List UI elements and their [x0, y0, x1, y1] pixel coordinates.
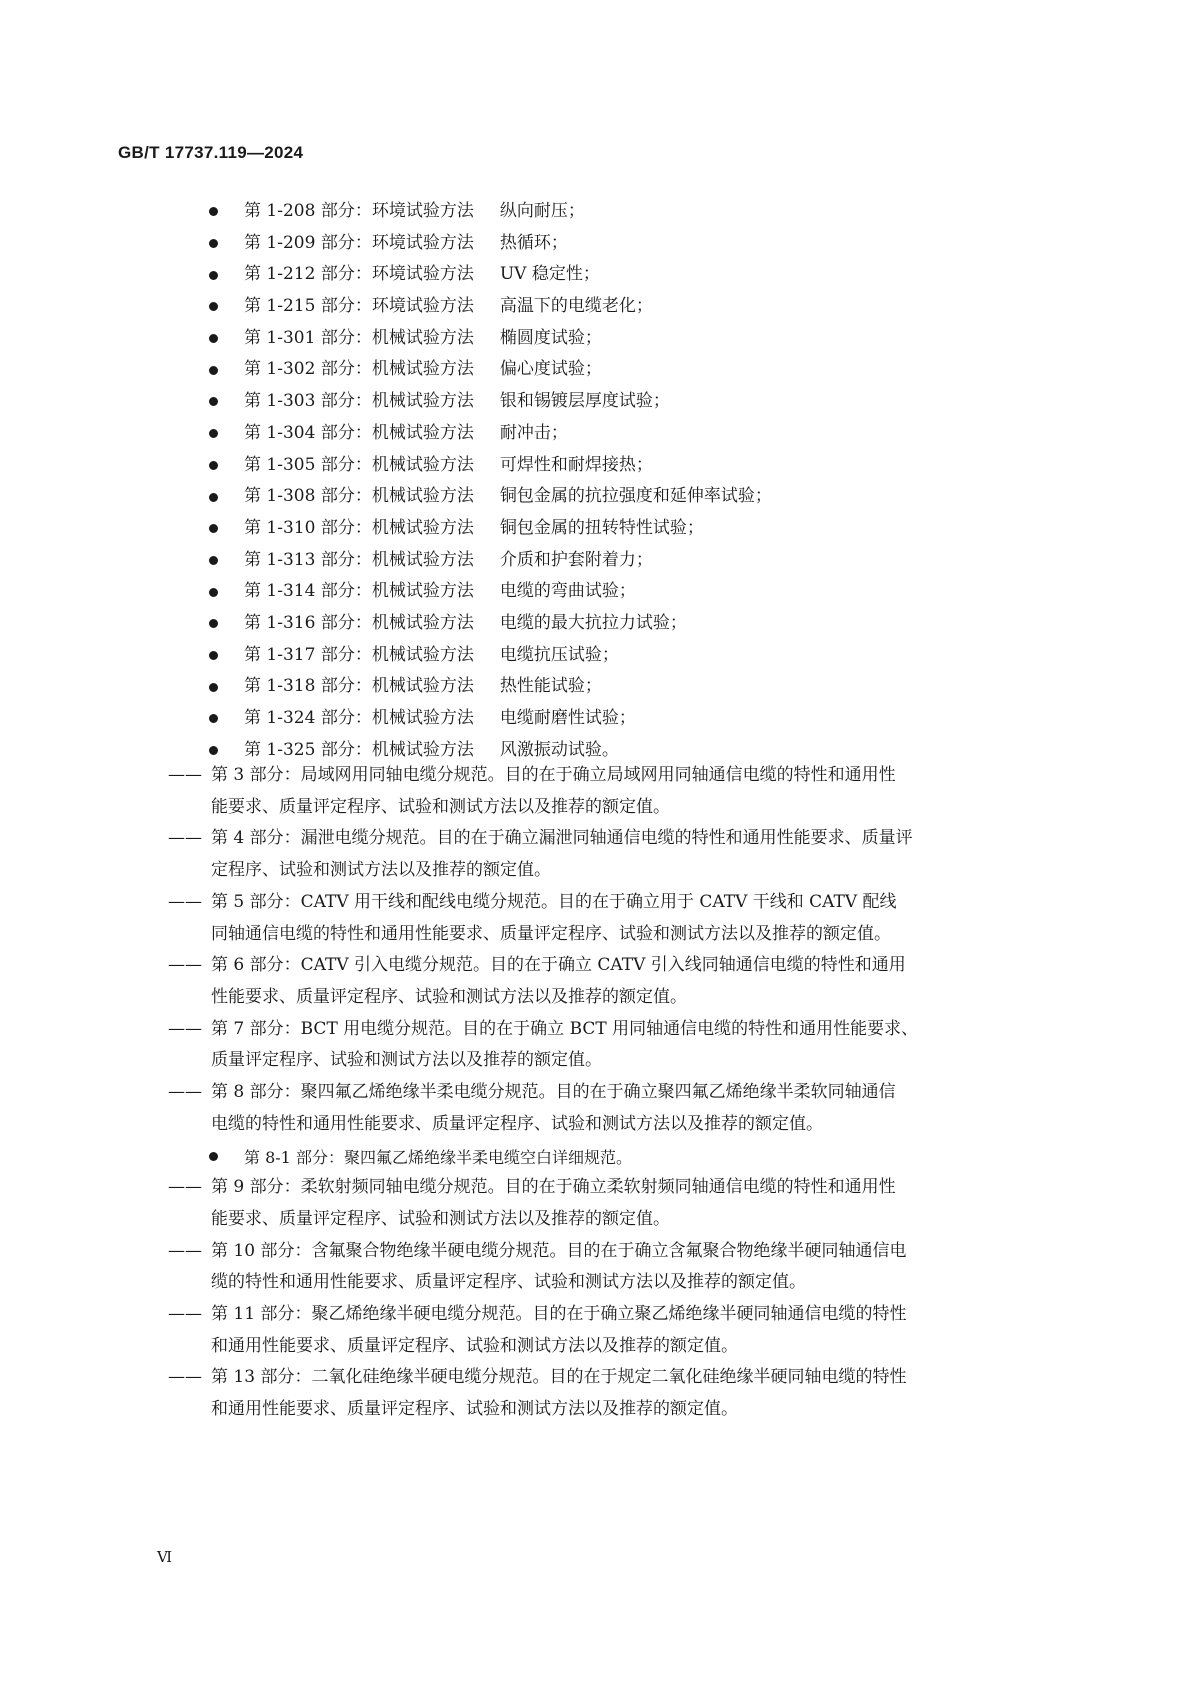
- part-label: 第 1-313 部分：机械试验方法: [244, 549, 474, 570]
- part-entry: [168, 1362, 1058, 1425]
- part-label: 第 1-325 部分：机械试验方法: [244, 739, 474, 760]
- bullet-icon: [209, 746, 218, 755]
- bullet-icon: [209, 366, 218, 375]
- part-topic: 铜包金属的扭转特性试验；: [499, 517, 704, 538]
- dash-marker: ——: [168, 1303, 202, 1324]
- part-label: 第 1-304 部分：机械试验方法: [244, 422, 474, 443]
- dash-marker: ——: [168, 1240, 202, 1261]
- list-item: [209, 450, 772, 482]
- list-item: [209, 481, 772, 513]
- dash-marker: ——: [168, 1177, 202, 1198]
- part-text-cont: 电缆的特性和通用性能要求、质量评定程序、试验和测试方法以及推荐的额定值。: [211, 1113, 823, 1134]
- part-text-cont: 缆的特性和通用性能要求、质量评定程序、试验和测试方法以及推荐的额定值。: [211, 1272, 806, 1293]
- bullet-icon: [209, 271, 218, 280]
- part-topic: 介质和护套附着力；: [499, 549, 653, 570]
- part-entry: [168, 1172, 1058, 1235]
- part-entry: [168, 1077, 1058, 1140]
- list-item: [209, 576, 772, 608]
- list-item: [209, 640, 772, 672]
- part-entry: [168, 950, 1058, 1013]
- bullet-icon: [209, 683, 218, 692]
- part-label: 第 1-316 部分：机械试验方法: [244, 612, 474, 633]
- bullet-list: [209, 196, 772, 766]
- list-item: [209, 291, 772, 323]
- part-topic: 高温下的电缆老化；: [499, 296, 653, 317]
- part-label: 第 1-310 部分：机械试验方法: [244, 517, 474, 538]
- part-entry: [168, 887, 1058, 950]
- list-item: [209, 671, 772, 703]
- bullet-icon: [209, 556, 218, 565]
- part-text: 第 13 部分：二氧化硅绝缘半硬电缆分规范。目的在于规定二氧化硅绝缘半硬同轴电缆的特性: [211, 1367, 907, 1388]
- page-number: Ⅵ: [157, 1548, 173, 1566]
- part-label: 第 1-314 部分：机械试验方法: [244, 581, 474, 602]
- part-label: 第 1-215 部分：环境试验方法: [244, 296, 474, 317]
- bullet-icon: [209, 619, 218, 628]
- part-label: 第 1-308 部分：机械试验方法: [244, 486, 474, 507]
- part-topic: 电缆的弯曲试验；: [499, 581, 636, 602]
- bullet-icon: [209, 397, 218, 406]
- part-label: 第 1-208 部分：环境试验方法: [244, 201, 474, 221]
- part-entry: [168, 823, 1058, 886]
- dash-marker: ——: [168, 828, 202, 849]
- list-item: [209, 608, 772, 640]
- part-topic: 风激振动试验。: [499, 739, 619, 760]
- list-item: [209, 418, 772, 450]
- part-text-cont: 和通用性能要求、质量评定程序、试验和测试方法以及推荐的额定值。: [211, 1399, 738, 1420]
- list-item: [209, 323, 772, 355]
- dash-marker: ——: [168, 765, 202, 785]
- part-text: 第 6 部分：CATV 引入电缆分规范。目的在于确立 CATV 引入线同轴通信电缆的特性和通用: [211, 955, 906, 976]
- list-item: [168, 1140, 1058, 1172]
- part-text-cont: 性能要求、质量评定程序、试验和测试方法以及推荐的额定值。: [211, 986, 687, 1007]
- bullet-icon: [209, 207, 218, 216]
- part-text-cont: 能要求、质量评定程序、试验和测试方法以及推荐的额定值。: [211, 796, 670, 817]
- part-text: 第 5 部分：CATV 用干线和配线电缆分规范。目的在于确立用于 CATV 干线和 CATV 配线: [211, 891, 897, 912]
- part-topic: 耐冲击；: [499, 422, 568, 443]
- dash-marker: ——: [168, 1082, 202, 1103]
- part-text-cont: 同轴通信电缆的特性和通用性能要求、质量评定程序、试验和测试方法以及推荐的额定值。: [211, 923, 891, 944]
- part-entry: [168, 1014, 1058, 1077]
- list-item: [209, 228, 772, 260]
- dash-marker: ——: [168, 1018, 202, 1039]
- part-descriptions: [168, 760, 1058, 1426]
- dash-marker: ——: [168, 891, 202, 912]
- list-item: [209, 386, 772, 418]
- standard-number: GB/T 17737.119—2024: [118, 143, 304, 162]
- bullet-icon: [209, 714, 218, 723]
- part-text: 第 9 部分：柔软射频同轴电缆分规范。目的在于确立柔软射频同轴通信电缆的特性和通用性: [211, 1177, 896, 1198]
- part-text: 第 4 部分：漏泄电缆分规范。目的在于确立漏泄同轴通信电缆的特性和通用性能要求、质量评: [211, 828, 913, 849]
- part-text-cont: 质量评定程序、试验和测试方法以及推荐的额定值。: [211, 1050, 602, 1071]
- bullet-icon: [209, 588, 218, 597]
- part-text-cont: 能要求、质量评定程序、试验和测试方法以及推荐的额定值。: [211, 1208, 670, 1229]
- part-topic: 热循环；: [499, 232, 568, 253]
- list-item: [209, 703, 772, 735]
- part-topic: 电缆的最大抗拉力试验；: [499, 612, 687, 633]
- part-label: 第 1-324 部分：机械试验方法: [244, 708, 474, 728]
- bullet-icon: [209, 334, 218, 343]
- part-topic: 偏心度试验；: [499, 359, 602, 380]
- part-label: 第 1-318 部分：机械试验方法: [244, 676, 474, 697]
- part-topic: UV 稳定性；: [499, 264, 600, 285]
- part-label: 第 8-1 部分：聚四氟乙烯绝缘半柔电缆空白详细规范。: [244, 1147, 632, 1167]
- part-label: 第 1-212 部分：环境试验方法: [244, 264, 474, 285]
- part-text: 第 11 部分：聚乙烯绝缘半硬电缆分规范。目的在于确立聚乙烯绝缘半硬同轴通信电缆的特性: [211, 1303, 907, 1324]
- part-label: 第 1-302 部分：机械试验方法: [244, 359, 474, 380]
- dash-marker: ——: [168, 955, 202, 976]
- bullet-icon: [209, 302, 218, 311]
- list-item: [209, 354, 772, 386]
- list-item: [209, 513, 772, 545]
- part-label: 第 1-317 部分：机械试验方法: [244, 644, 474, 665]
- part-label: 第 1-303 部分：机械试验方法: [244, 391, 474, 412]
- bullet-icon: [209, 651, 218, 660]
- part-entry: [168, 1299, 1058, 1362]
- list-item: [209, 259, 772, 291]
- part-text-cont: 定程序、试验和测试方法以及推荐的额定值。: [211, 860, 551, 881]
- part-topic: 椭圆度试验；: [499, 327, 602, 348]
- part-entry: [168, 1236, 1058, 1299]
- bullet-icon: [209, 461, 218, 470]
- part-text: 第 10 部分：含氟聚合物绝缘半硬电缆分规范。目的在于确立含氟聚合物绝缘半硬同轴通信电: [211, 1240, 907, 1261]
- bullet-icon: [209, 1152, 218, 1161]
- part-topic: 电缆耐磨性试验；: [499, 708, 636, 728]
- dash-marker: ——: [168, 1367, 202, 1388]
- bullet-icon: [209, 239, 218, 248]
- part-text: 第 3 部分：局域网用同轴电缆分规范。目的在于确立局域网用同轴通信电缆的特性和通用性: [211, 765, 896, 785]
- part-topic: 电缆抗压试验；: [499, 644, 619, 665]
- part-label: 第 1-305 部分：机械试验方法: [244, 454, 474, 475]
- part-topic: 银和锡镀层厚度试验；: [499, 391, 670, 412]
- bullet-icon: [209, 493, 218, 502]
- list-item: [209, 545, 772, 577]
- part-topic: 可焊性和耐焊接热；: [499, 454, 653, 475]
- part-label: 第 1-301 部分：机械试验方法: [244, 327, 474, 348]
- bullet-icon: [209, 524, 218, 533]
- part-topic: 纵向耐压；: [499, 201, 585, 221]
- part-topic: 热性能试验；: [499, 676, 602, 697]
- part-text: 第 7 部分：BCT 用电缆分规范。目的在于确立 BCT 用同轴通信电缆的特性和通用性能要求、: [211, 1018, 919, 1039]
- list-item: [209, 196, 772, 228]
- part-entry: [168, 760, 1058, 823]
- part-text-cont: 和通用性能要求、质量评定程序、试验和测试方法以及推荐的额定值。: [211, 1335, 738, 1356]
- part-topic: 铜包金属的抗拉强度和延伸率试验；: [499, 486, 772, 507]
- part-label: 第 1-209 部分：环境试验方法: [244, 232, 474, 253]
- part-text: 第 8 部分：聚四氟乙烯绝缘半柔电缆分规范。目的在于确立聚四氟乙烯绝缘半柔软同轴通信: [211, 1082, 896, 1103]
- bullet-icon: [209, 429, 218, 438]
